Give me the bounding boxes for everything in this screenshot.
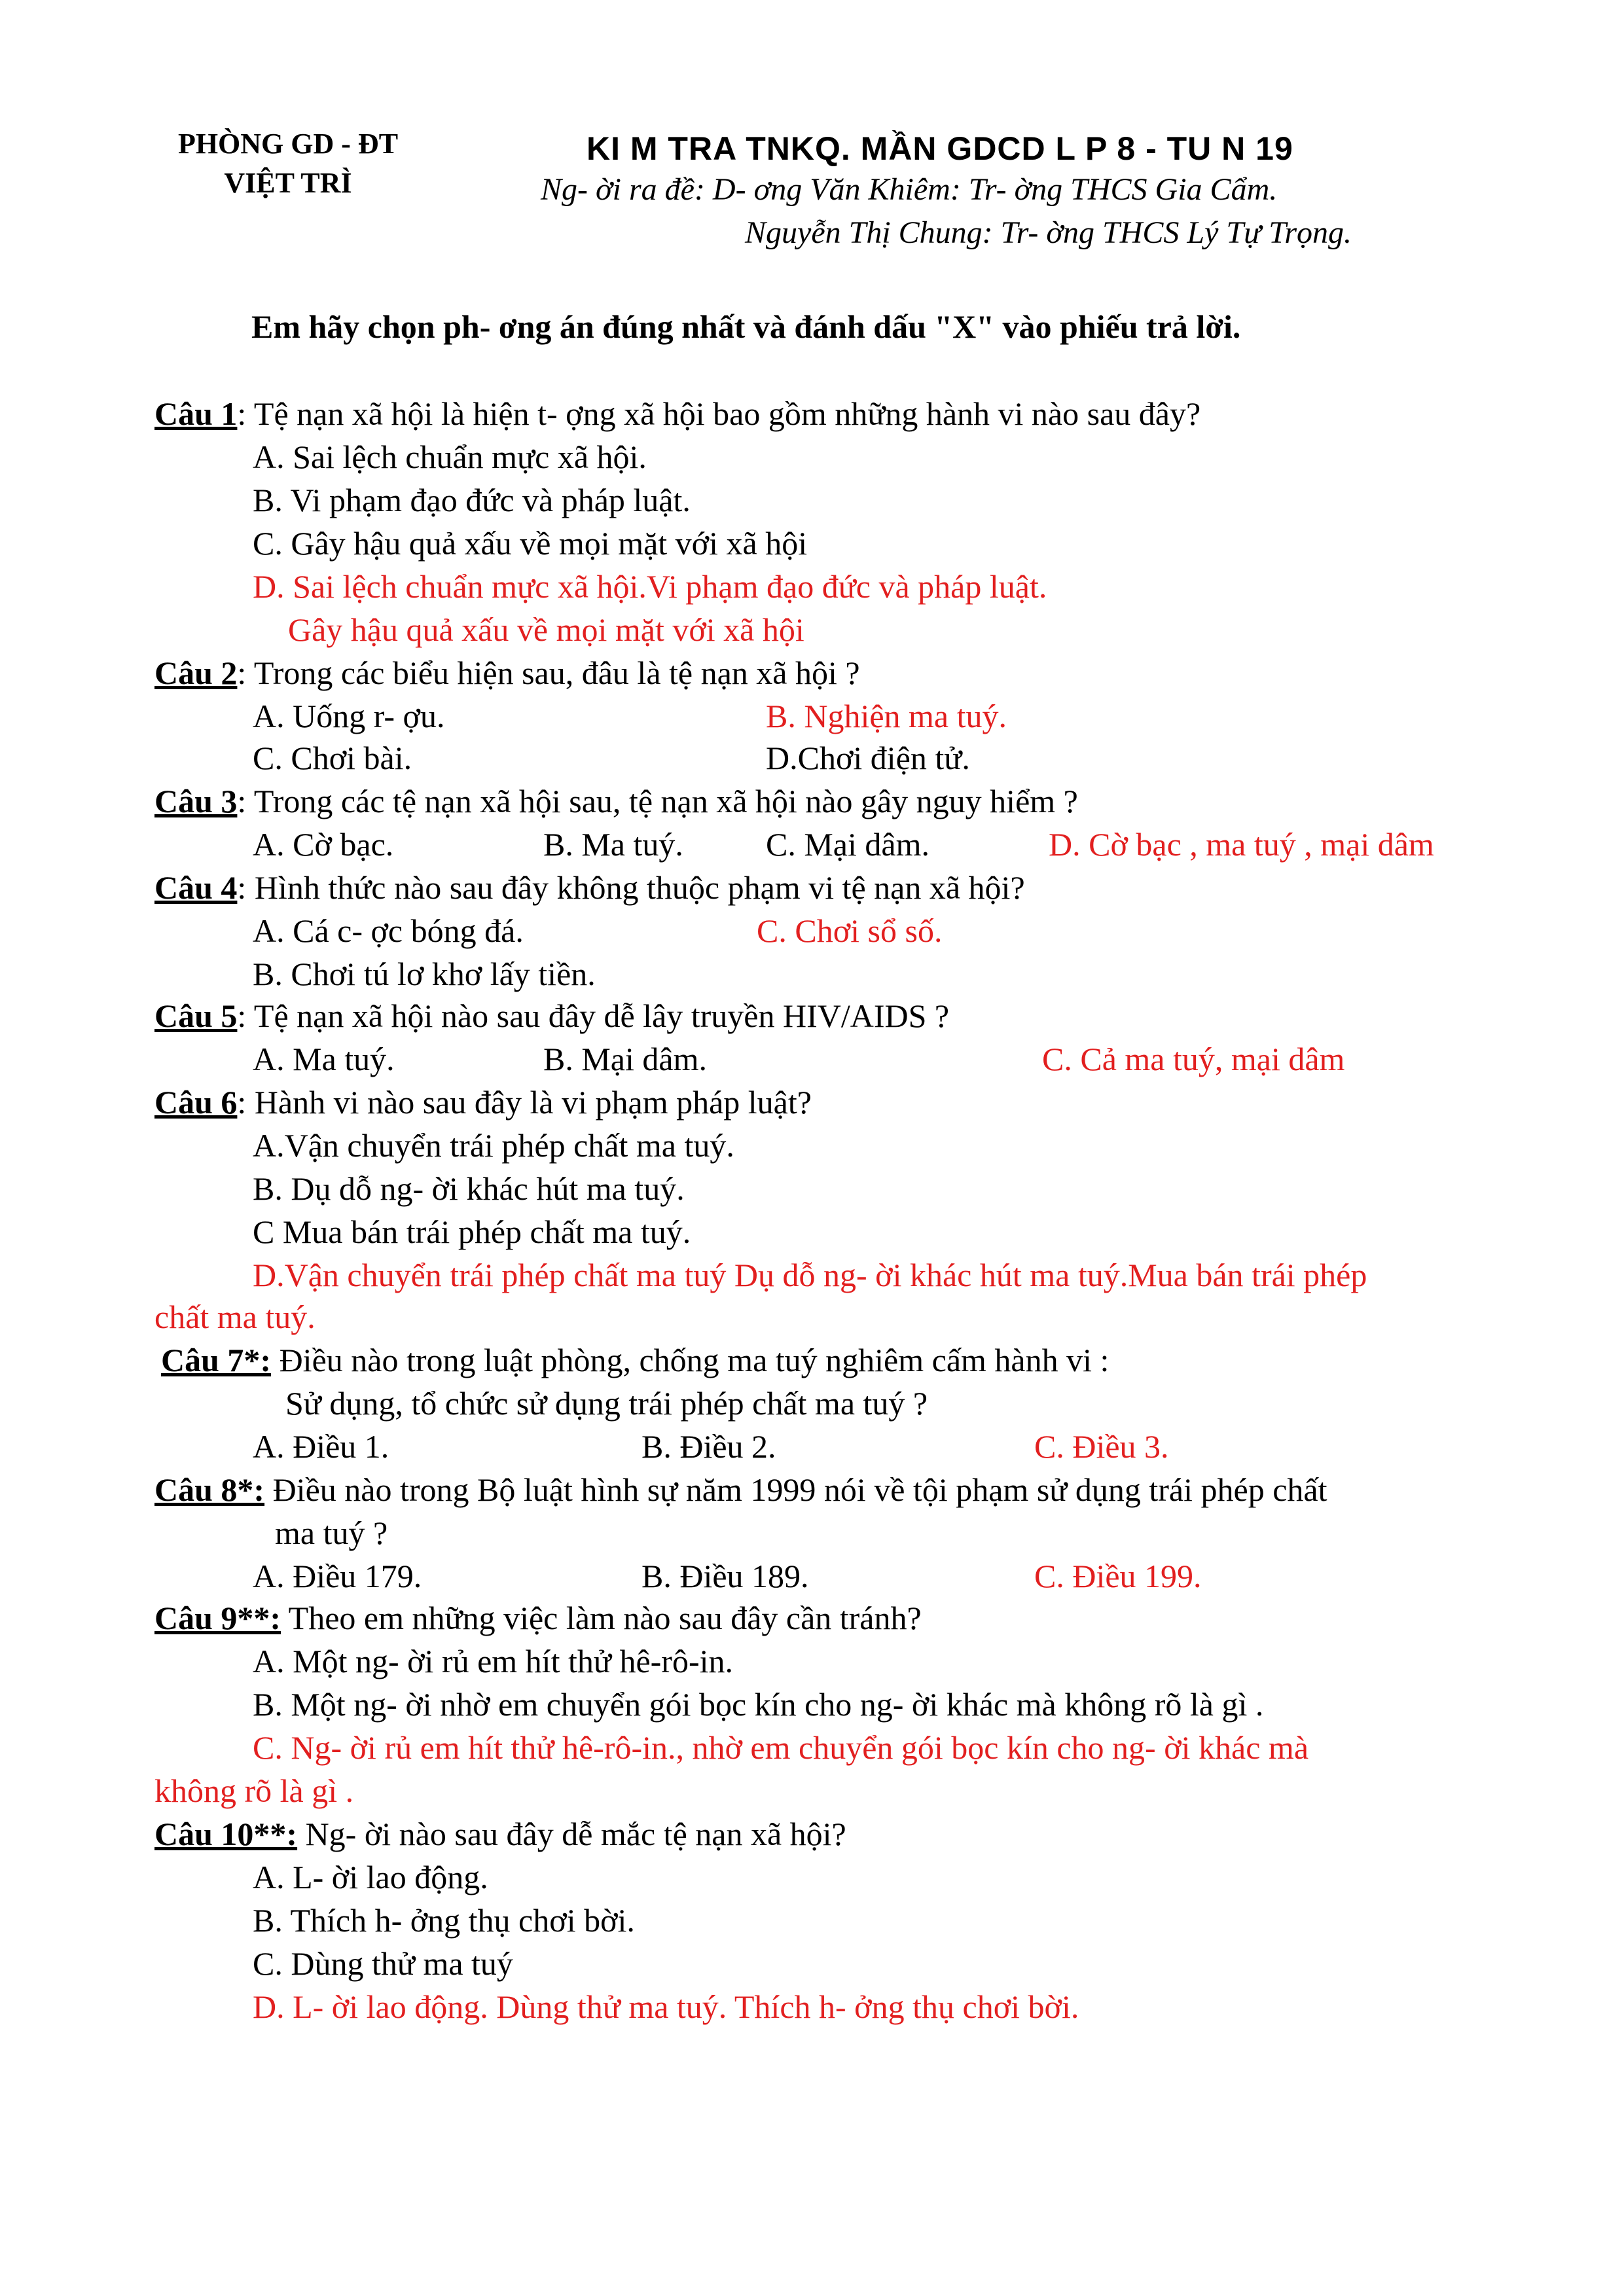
option[interactable]: C Mua bán trái phép chất ma tuý. [253,1213,691,1250]
option[interactable]: A. Điều 179. [253,1558,422,1594]
correct-option-continued: không rõ là gì . [154,1772,354,1809]
page-title: KI M TRA TNKQ. MẦN GDCD L P 8 - TU N 19 [586,130,1293,167]
question-label: Câu 6 [154,1084,238,1121]
option[interactable]: A. Điều 1. [253,1428,389,1465]
option[interactable]: A. Sai lệch chuẩn mực xã hội. [253,439,647,475]
question-text-continued: Sử dụng, tổ chức sử dụng trái phép chất ma tuý ? [285,1385,928,1422]
question-label: Câu 8*: [154,1471,265,1508]
correct-option-continued: chất ma tuý. [154,1299,316,1335]
correct-option[interactable]: C. Chơi sổ số. [757,912,943,949]
option[interactable]: A. Cờ bạc. [253,826,394,863]
question-text: : Hình thức nào sau đây không thuộc phạm vi tệ nạn xã hội? [237,869,1025,906]
question-text: : Trong các tệ nạn xã hội sau, tệ nạn xã hội nào gây nguy hiểm ? [237,783,1078,819]
question-label: Câu 2 [154,655,238,691]
correct-option[interactable]: D. Cờ bạc , ma tuý , mại dâm [1049,826,1434,863]
question-label: Câu 9**: [154,1600,281,1636]
question-1 [154,393,1200,435]
author-line-1: Ng- ời ra đề: D- ơng Văn Khiêm: Tr- ờng THCS Gia Cẩm. [541,172,1278,207]
option[interactable]: B. Chơi tú lơ khơ lấy tiền. [253,956,596,992]
option[interactable]: B. Vi phạm đạo đức và pháp luật. [253,482,691,518]
question-label: Câu 3 [154,783,238,819]
author-line-2: Nguyễn Thị Chung: Tr- ờng THCS Lý Tự Trọng. [745,215,1352,250]
correct-option[interactable]: D. L- ời lao động. Dùng thử ma tuý. Thích h- ởng thụ chơi bời. [253,1988,1079,2025]
question-text: : Tệ nạn xã hội là hiện t- ợng xã hội bao gồm những hành vi nào sau đây? [237,395,1201,432]
question-text: : Hành vi nào sau đây là vi phạm pháp luật? [237,1084,812,1121]
question-label: Câu 4 [154,869,238,906]
instruction: Em hãy chọn ph- ơng án đúng nhất và đánh dấu "X" vào phiếu trả lời. [251,308,1241,345]
question-text: Điều nào trong Bộ luật hình sự năm 1999 nói về tội phạm sử dụng trái phép chất [264,1471,1327,1508]
correct-option[interactable]: B. Nghiện ma tuý. [766,698,1007,734]
question-text-continued: ma tuý ? [275,1515,388,1551]
correct-option[interactable]: C. Ng- ời rủ em hít thử hê-rô-in., nhờ em chuyển gói bọc kín cho ng- ời khác mà [253,1729,1309,1766]
department-name: PHÒNG GD - ĐT [177,128,399,160]
question-label: Câu 7*: [161,1342,272,1378]
option[interactable]: A. Uống r- ợu. [253,698,445,734]
question-text: Theo em những việc làm nào sau đây cần tránh? [281,1600,922,1636]
question-3 [154,780,1078,822]
correct-option[interactable]: D. Sai lệch chuẩn mực xã hội.Vi phạm đạo đức và pháp luật. [253,568,1047,605]
question-8 [154,1469,1327,1511]
question-4 [154,867,1025,908]
question-text: Ng- ời nào sau đây dễ mắc tệ nạn xã hội? [297,1816,846,1852]
question-text: : Tệ nạn xã hội nào sau đây dễ lây truyền HIV/AIDS ? [237,997,950,1034]
question-10 [154,1813,846,1855]
option[interactable]: B. Dụ dỗ ng- ời khác hút ma tuý. [253,1170,685,1207]
correct-option[interactable]: C. Cả ma tuý, mại dâm [1042,1041,1345,1077]
option[interactable]: C. Chơi bài. [253,740,412,776]
option[interactable]: B. Điều 2. [641,1428,776,1465]
question-9 [154,1597,922,1639]
question-7 [161,1339,1109,1381]
correct-option[interactable]: D.Vận chuyển trái phép chất ma tuý Dụ dỗ ng- ời khác hút ma tuý.Mua bán trái phép [253,1257,1367,1293]
option[interactable]: B. Thích h- ởng thụ chơi bời. [253,1902,635,1939]
department-header [164,124,412,203]
question-5 [154,995,949,1037]
option[interactable]: A. Một ng- ời rủ em hít thử hê-rô-in. [253,1643,733,1679]
option[interactable]: C. Gây hậu quả xấu về mọi mặt với xã hội [253,525,808,562]
question-6 [154,1081,812,1123]
option[interactable]: C. Mại dâm. [766,826,929,863]
option[interactable]: A.Vận chuyển trái phép chất ma tuý. [253,1127,734,1164]
option[interactable]: B. Một ng- ời nhờ em chuyển gói bọc kín cho ng- ời khác mà không rõ là gì . [253,1686,1264,1723]
question-label: Câu 5 [154,997,238,1034]
question-text: Điều nào trong luật phòng, chống ma tuý nghiêm cấm hành vi : [271,1342,1110,1378]
option[interactable]: A. L- ời lao động. [253,1859,488,1895]
question-label: Câu 10**: [154,1816,298,1852]
question-2 [154,652,860,694]
district-name: VIỆT TRÌ [224,167,352,199]
question-text: : Trong các biểu hiện sau, đâu là tệ nạn xã hội ? [237,655,860,691]
option[interactable]: A. Ma tuý. [253,1041,395,1077]
correct-option[interactable]: C. Điều 3. [1034,1428,1169,1465]
correct-option[interactable]: C. Điều 199. [1034,1558,1202,1594]
option[interactable]: B. Ma tuý. [543,826,683,863]
option[interactable]: C. Dùng thử ma tuý [253,1945,513,1982]
option[interactable]: A. Cá c- ợc bóng đá. [253,912,524,949]
option[interactable]: B. Điều 189. [641,1558,809,1594]
option[interactable]: B. Mại dâm. [543,1041,707,1077]
question-label: Câu 1 [154,395,238,432]
correct-option-continued: Gây hậu quả xấu về mọi mặt với xã hội [288,611,804,648]
option[interactable]: D.Chơi điện tử. [766,740,970,776]
